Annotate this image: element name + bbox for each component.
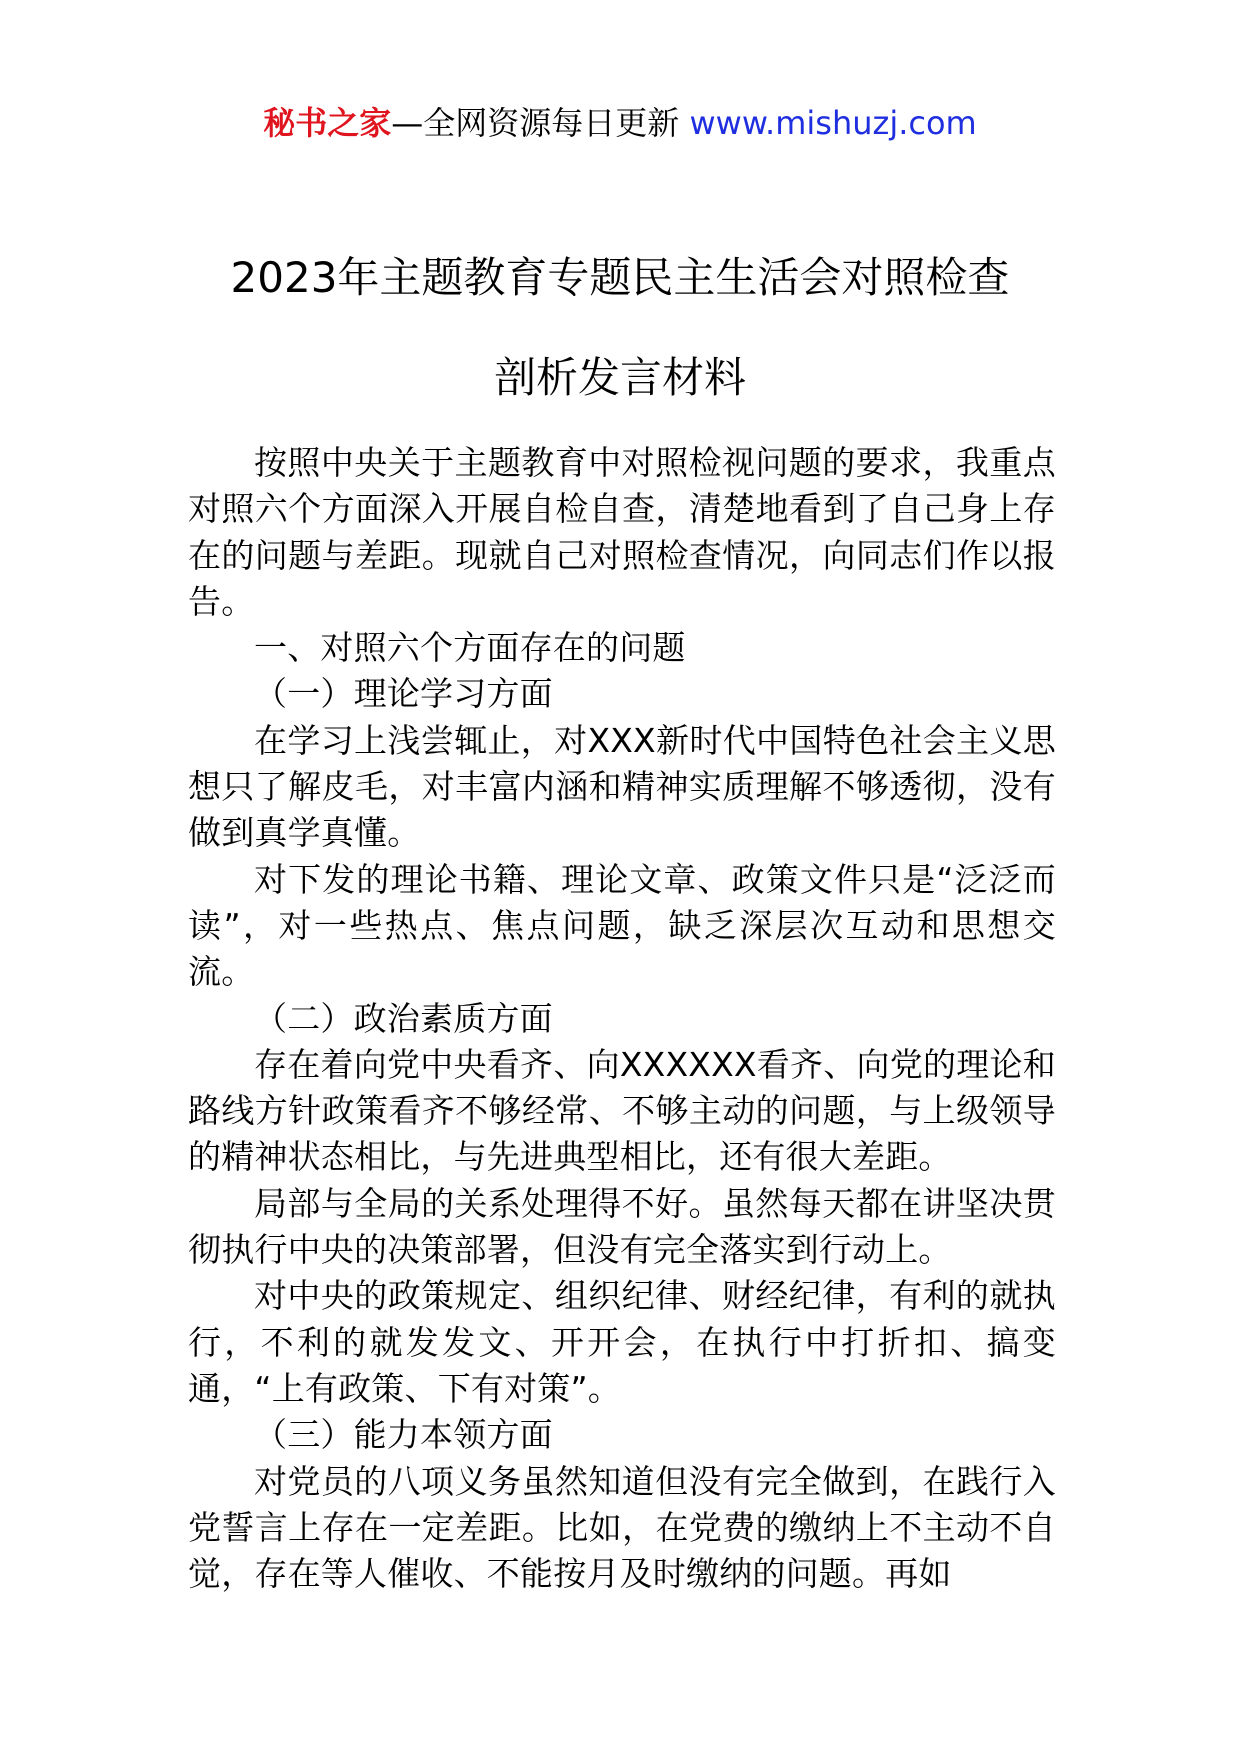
header-tagline: —全网资源每日更新 xyxy=(391,104,680,142)
section-heading-1: 一、对照六个方面存在的问题 xyxy=(254,628,686,668)
title-line-2: 剖析发言材料 xyxy=(493,353,746,402)
body-paragraph: 对党员的八项义务虽然知道但没有完全做到，在践行入党誓言上存在一定差距。比如，在党费的缴纳上不主动不自觉，存在等人催收、不能按月及时缴纳的问题。再如 xyxy=(188,1461,1056,1594)
subsection-heading-theory: （一）理论学习方面 xyxy=(254,674,553,714)
title-line-1: 2023年主题教育专题民主生活会对照检查 xyxy=(230,253,1010,302)
body-paragraph: 在学习上浅尝辄止，对XXX新时代中国特色社会主义思想只了解皮毛，对丰富内涵和精神实质理解不够透彻，没有做到真学真懂。 xyxy=(188,720,1056,853)
intro-paragraph: 按照中央关于主题教育中对照检视问题的要求，我重点对照六个方面深入开展自检自查，清楚地看到了自己身上存在的问题与差距。现就自己对照检查情况，向同志们作以报告。 xyxy=(188,443,1056,621)
body-paragraph: 对下发的理论书籍、理论文章、政策文件只是“泛泛而读”，对一些热点、焦点问题，缺乏深层次互动和思想交流。 xyxy=(188,859,1056,992)
document-body xyxy=(188,440,1056,1597)
site-header xyxy=(0,100,1240,146)
subsection-heading-ability: （三）能力本领方面 xyxy=(254,1415,553,1455)
brand-name: 秘书之家 xyxy=(263,104,392,142)
body-paragraph: 局部与全局的关系处理得不好。虽然每天都在讲坚决贯彻执行中央的决策部署，但没有完全落实到行动上。 xyxy=(188,1183,1056,1270)
document-title xyxy=(0,228,1240,428)
body-paragraph: 存在着向党中央看齐、向XXXXXX看齐、向党的理论和路线方针政策看齐不够经常、不够主动的问题，与上级领导的精神状态相比，与先进典型相比，还有很大差距。 xyxy=(188,1044,1056,1177)
site-url-link[interactable]: www.mishuzj.com xyxy=(689,104,977,142)
subsection-heading-politics: （二）政治素质方面 xyxy=(254,998,553,1038)
body-paragraph: 对中央的政策规定、组织纪律、财经纪律，有利的就执行，不利的就发发文、开开会，在执行中打折扣、搞变通，“上有政策、下有对策”。 xyxy=(188,1276,1056,1408)
